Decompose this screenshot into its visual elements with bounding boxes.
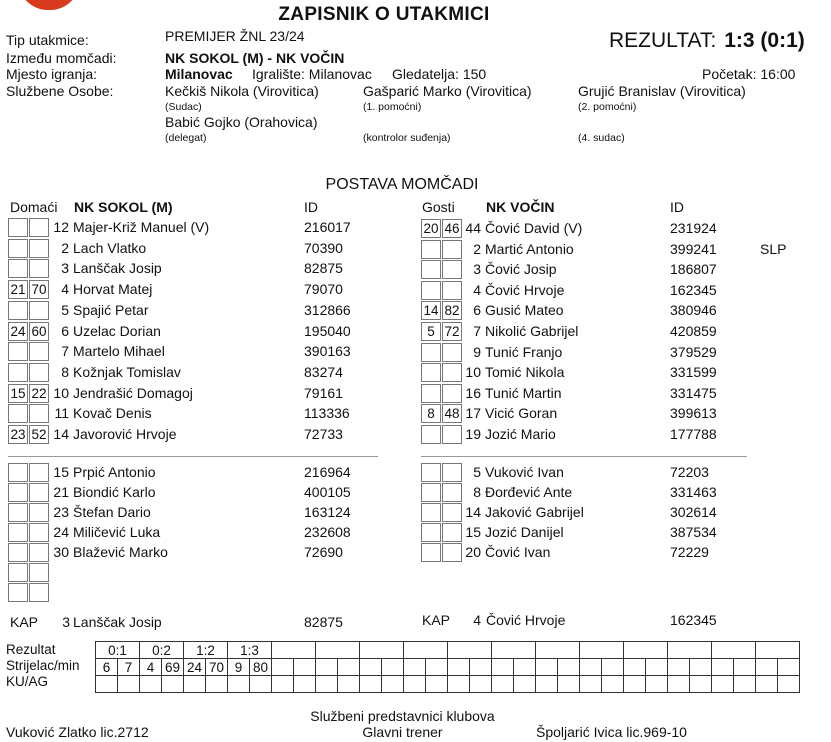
card-cell bbox=[778, 676, 800, 693]
away-captain-number: 4 bbox=[473, 612, 481, 628]
player-name: Nikolić Gabrijel bbox=[485, 323, 579, 339]
player-number: 11 bbox=[54, 405, 69, 422]
scorer-minute-cell bbox=[558, 659, 580, 676]
player-number: 4 bbox=[473, 281, 481, 298]
score-result-cell: 1:3 bbox=[228, 642, 272, 659]
player-number: 23 bbox=[53, 504, 69, 520]
start-time: Početak: 16:00 bbox=[702, 66, 796, 82]
sub-out-minute-box: 46 bbox=[442, 219, 462, 238]
sub-in-minute-box: 24 bbox=[8, 322, 28, 341]
home-captain-id: 82875 bbox=[304, 614, 343, 630]
player-name: Štefan Dario bbox=[73, 504, 151, 520]
scorer-minute-cell bbox=[712, 659, 734, 676]
sub-in-minute-box: 14 bbox=[421, 301, 441, 320]
player-number: 24 bbox=[53, 524, 69, 540]
card-cell bbox=[624, 676, 646, 693]
scorer-minute-cell bbox=[492, 659, 514, 676]
card-cell bbox=[250, 676, 272, 693]
scorer-minute-cell bbox=[514, 659, 536, 676]
player-number: 17 bbox=[465, 405, 481, 422]
sub-in-minute-box: 15 bbox=[8, 384, 28, 403]
player-id: 420859 bbox=[670, 323, 717, 339]
player-number: 30 bbox=[53, 544, 69, 560]
player-name: Čović Hrvoje bbox=[485, 281, 565, 298]
player-name: Jozić Danijel bbox=[485, 524, 564, 540]
player-name: Jaković Gabrijel bbox=[485, 504, 584, 520]
sub-in-minute-box bbox=[421, 384, 441, 403]
sub-in-minute-box bbox=[8, 463, 28, 482]
card-cell bbox=[272, 676, 294, 693]
sub-in-minute-box bbox=[421, 543, 441, 562]
score-result-cell: 1:2 bbox=[184, 642, 228, 659]
scorer-minute-cell bbox=[646, 659, 668, 676]
between-value: NK SOKOL (M) - NK VOČIN bbox=[165, 50, 345, 66]
player-number: 44 bbox=[465, 220, 481, 236]
card-cell bbox=[316, 676, 338, 693]
sub-in-minute-box bbox=[421, 343, 441, 362]
result-block bbox=[609, 29, 805, 53]
away-captain-id: 162345 bbox=[670, 612, 717, 628]
sub-in-minute-box: 8 bbox=[421, 404, 441, 423]
sub-in-minute-box bbox=[421, 425, 441, 444]
player-id: 72203 bbox=[670, 464, 709, 480]
scorer-minute-cell: 4 bbox=[140, 659, 162, 676]
player-name: Biondić Karlo bbox=[73, 484, 156, 500]
player-id: 331475 bbox=[670, 384, 717, 401]
sub-in-minute-box bbox=[8, 363, 28, 382]
card-cell bbox=[690, 676, 712, 693]
player-name: Miličević Luka bbox=[73, 524, 161, 540]
score-result-cell bbox=[712, 642, 756, 659]
officials-label: Službene Osobe: bbox=[6, 83, 114, 99]
player-id: 331463 bbox=[670, 484, 717, 500]
card-cell bbox=[492, 676, 514, 693]
sub-out-minute-box bbox=[29, 583, 49, 602]
sub-in-minute-box bbox=[8, 563, 28, 582]
sub-out-minute-box bbox=[29, 301, 49, 320]
player-name: Tomić Nikola bbox=[485, 364, 565, 381]
score-result-cell bbox=[272, 642, 316, 659]
score-result-cell: 0:2 bbox=[140, 642, 184, 659]
player-id: 72690 bbox=[304, 544, 343, 560]
player-name: Jozić Mario bbox=[485, 426, 556, 442]
player-id: 390163 bbox=[304, 343, 351, 360]
player-number: 9 bbox=[473, 343, 481, 360]
player-number: 3 bbox=[61, 260, 69, 277]
sub-in-minute-box bbox=[8, 523, 28, 542]
official-name: Kečkiš Nikola (Virovitica) bbox=[165, 83, 319, 99]
player-id: 331599 bbox=[670, 364, 717, 381]
player-name: Majer-Križ Manuel (V) bbox=[73, 219, 210, 235]
pitch: Igralište: Milanovac bbox=[252, 66, 372, 82]
score-row-label: Rezultat bbox=[6, 642, 56, 657]
player-name: Martelo Mihael bbox=[73, 343, 165, 360]
player-id: 400105 bbox=[304, 484, 351, 500]
official-role: (Sudac) bbox=[165, 101, 202, 113]
scorer-minute-cell bbox=[734, 659, 756, 676]
player-number: 6 bbox=[473, 302, 481, 319]
player-id: 380946 bbox=[670, 302, 717, 319]
result-value: 1:3 (0:1) bbox=[724, 29, 805, 52]
player-id: 387534 bbox=[670, 524, 717, 540]
player-id: 186807 bbox=[670, 261, 717, 278]
sub-out-minute-box: 60 bbox=[29, 322, 49, 341]
player-name: Kožnjak Tomislav bbox=[73, 363, 181, 380]
player-name: Lach Vlatko bbox=[73, 239, 147, 256]
sub-in-minute-box: 5 bbox=[421, 322, 441, 341]
score-row-label: KU/AG bbox=[6, 674, 49, 689]
card-cell bbox=[426, 676, 448, 693]
card-cell bbox=[162, 676, 184, 693]
page-title: ZAPISNIK O UTAKMICI bbox=[278, 4, 490, 25]
footer-coach: Glavni trener bbox=[362, 724, 443, 740]
player-name: Đorđević Ante bbox=[485, 484, 573, 500]
card-cell bbox=[536, 676, 558, 693]
away-divider bbox=[421, 456, 747, 457]
home-team-name: NK SOKOL (M) bbox=[74, 199, 173, 215]
player-id: 177788 bbox=[670, 426, 717, 442]
player-name: Prpić Antonio bbox=[73, 464, 156, 480]
player-name: Jendrašić Domagoj bbox=[73, 384, 193, 401]
player-number: 4 bbox=[61, 281, 69, 298]
card-cell bbox=[470, 676, 492, 693]
score-result-cell bbox=[668, 642, 712, 659]
player-number: 16 bbox=[465, 384, 481, 401]
card-cell bbox=[382, 676, 404, 693]
player-number: 7 bbox=[61, 343, 69, 360]
player-name: Martić Antonio bbox=[485, 240, 574, 257]
away-id-label: ID bbox=[670, 199, 684, 215]
player-number: 7 bbox=[473, 323, 481, 339]
score-result-cell: 0:1 bbox=[96, 642, 140, 659]
sub-in-minute-box bbox=[8, 583, 28, 602]
player-name: Uzelac Dorian bbox=[73, 322, 161, 339]
card-cell bbox=[558, 676, 580, 693]
score-result-cell bbox=[448, 642, 492, 659]
player-id: 79070 bbox=[304, 281, 343, 298]
player-name: Spajić Petar bbox=[73, 301, 149, 318]
scorer-minute-cell: 70 bbox=[206, 659, 228, 676]
sub-out-minute-box: 72 bbox=[442, 322, 462, 341]
player-number: 20 bbox=[465, 544, 481, 560]
player-number: 19 bbox=[465, 426, 481, 442]
sub-in-minute-box bbox=[8, 503, 28, 522]
sub-in-minute-box bbox=[421, 463, 441, 482]
scorer-minute-cell: 6 bbox=[96, 659, 118, 676]
player-number: 21 bbox=[53, 484, 69, 500]
player-id: 399613 bbox=[670, 405, 717, 422]
sub-in-minute-box bbox=[421, 523, 441, 542]
player-id: 83274 bbox=[304, 363, 343, 380]
card-cell bbox=[514, 676, 536, 693]
score-result-cell bbox=[360, 642, 404, 659]
player-id: 312866 bbox=[304, 301, 351, 318]
score-result-cell bbox=[404, 642, 448, 659]
sub-in-minute-box bbox=[8, 218, 28, 237]
player-name: Čović Josip bbox=[485, 261, 557, 278]
lineup-title: POSTAVA MOMČADI bbox=[325, 176, 479, 193]
sub-out-minute-box bbox=[29, 342, 49, 361]
score-result-cell bbox=[756, 642, 800, 659]
sub-in-minute-box: 20 bbox=[421, 219, 441, 238]
player-number: 2 bbox=[473, 240, 481, 257]
player-number: 6 bbox=[61, 322, 69, 339]
sub-in-minute-box bbox=[421, 363, 441, 382]
card-cell bbox=[448, 676, 470, 693]
scorer-minute-cell bbox=[624, 659, 646, 676]
official-role: (kontrolor suđenja) bbox=[363, 132, 451, 144]
away-captain-name: Čović Hrvoje bbox=[486, 612, 566, 628]
player-number: 14 bbox=[53, 426, 69, 442]
score-result-cell bbox=[580, 642, 624, 659]
sub-out-minute-box bbox=[29, 218, 49, 237]
player-id: 399241 bbox=[670, 240, 717, 257]
away-side-label: Gosti bbox=[422, 199, 455, 215]
scorer-minute-cell bbox=[470, 659, 492, 676]
player-name: Vuković Ivan bbox=[485, 464, 564, 480]
player-number: 15 bbox=[53, 464, 69, 480]
official-role: (2. pomoćni) bbox=[578, 101, 637, 113]
player-id: 302614 bbox=[670, 504, 717, 520]
card-cell bbox=[734, 676, 756, 693]
player-name: Horvat Matej bbox=[73, 281, 153, 298]
scorer-minute-cell: 24 bbox=[184, 659, 206, 676]
footer-reps: Službeni predstavnici klubova bbox=[310, 708, 495, 724]
sub-in-minute-box bbox=[421, 260, 441, 279]
score-table bbox=[95, 641, 800, 693]
sub-out-minute-box bbox=[29, 363, 49, 382]
footer-home-coach: Vuković Zlatko lic.2712 bbox=[6, 724, 149, 740]
score-row-label: Strijelac/min bbox=[6, 658, 80, 673]
sub-out-minute-box bbox=[29, 463, 49, 482]
scorer-minute-cell bbox=[580, 659, 602, 676]
home-divider bbox=[8, 456, 378, 457]
result-label: REZULTAT: bbox=[609, 29, 717, 52]
player-name: Kovač Denis bbox=[73, 405, 152, 422]
away-team-name: NK VOČIN bbox=[486, 199, 555, 215]
player-number: 5 bbox=[473, 464, 481, 480]
scorer-minute-cell bbox=[316, 659, 338, 676]
player-id: 216017 bbox=[304, 219, 351, 235]
player-note: SLP bbox=[760, 240, 787, 257]
player-name: Javorović Hrvoje bbox=[73, 426, 177, 442]
sub-out-minute-box: 70 bbox=[29, 280, 49, 299]
player-number: 5 bbox=[61, 301, 69, 318]
home-captain-name: Lanščak Josip bbox=[73, 614, 162, 630]
player-number: 8 bbox=[473, 484, 481, 500]
sub-in-minute-box bbox=[421, 503, 441, 522]
card-cell bbox=[712, 676, 734, 693]
sub-in-minute-box bbox=[8, 259, 28, 278]
player-id: 72733 bbox=[304, 426, 343, 442]
sub-out-minute-box bbox=[29, 543, 49, 562]
player-number: 2 bbox=[61, 239, 69, 256]
score-result-cell bbox=[624, 642, 668, 659]
card-cell bbox=[140, 676, 162, 693]
sub-out-minute-box bbox=[29, 483, 49, 502]
official-role: (delegat) bbox=[165, 132, 207, 144]
scorer-minute-cell bbox=[536, 659, 558, 676]
sub-out-minute-box: 52 bbox=[29, 425, 49, 444]
scorer-minute-cell bbox=[602, 659, 624, 676]
player-name: Tunić Franjo bbox=[485, 343, 563, 360]
player-number: 10 bbox=[465, 364, 481, 381]
scorer-minute-cell bbox=[338, 659, 360, 676]
sub-in-minute-box bbox=[8, 543, 28, 562]
sub-in-minute-box: 23 bbox=[8, 425, 28, 444]
player-id: 379529 bbox=[670, 343, 717, 360]
card-cell bbox=[360, 676, 382, 693]
player-number: 15 bbox=[465, 524, 481, 540]
player-id: 70390 bbox=[304, 239, 343, 256]
official-name: Grujić Branislav (Virovitica) bbox=[578, 83, 746, 99]
sub-out-minute-box bbox=[29, 404, 49, 423]
sub-in-minute-box bbox=[421, 281, 441, 300]
spectators: Gledatelja: 150 bbox=[392, 66, 487, 82]
scorer-minute-cell: 9 bbox=[228, 659, 250, 676]
card-cell bbox=[184, 676, 206, 693]
sub-in-minute-box bbox=[8, 404, 28, 423]
card-cell bbox=[96, 676, 118, 693]
sub-in-minute-box bbox=[421, 240, 441, 259]
card-cell bbox=[580, 676, 602, 693]
sub-in-minute-box bbox=[8, 342, 28, 361]
player-id: 232608 bbox=[304, 524, 351, 540]
card-cell bbox=[338, 676, 360, 693]
card-cell bbox=[228, 676, 250, 693]
player-id: 72229 bbox=[670, 544, 709, 560]
sub-out-minute-box: 48 bbox=[442, 404, 462, 423]
player-name: Blažević Marko bbox=[73, 544, 168, 560]
home-captain-number: 3 bbox=[62, 614, 70, 630]
sub-out-minute-box: 22 bbox=[29, 384, 49, 403]
score-result-cell bbox=[492, 642, 536, 659]
between-label: Između momčadi: bbox=[6, 50, 117, 66]
card-cell bbox=[206, 676, 228, 693]
official-role: (1. pomoćni) bbox=[363, 101, 422, 113]
sub-out-minute-box: 82 bbox=[442, 301, 462, 320]
scorer-minute-cell bbox=[778, 659, 800, 676]
score-result-cell bbox=[316, 642, 360, 659]
match-type-label: Tip utakmice: bbox=[6, 32, 89, 48]
player-number: 12 bbox=[53, 219, 69, 235]
score-result-cell bbox=[536, 642, 580, 659]
venue-label: Mjesto igranja: bbox=[6, 66, 98, 82]
player-number: 10 bbox=[53, 384, 69, 401]
scorer-minute-cell: 7 bbox=[118, 659, 140, 676]
player-number: 3 bbox=[473, 261, 481, 278]
sub-out-minute-box bbox=[29, 523, 49, 542]
player-name: Čović Ivan bbox=[485, 544, 551, 560]
scorer-minute-cell: 80 bbox=[250, 659, 272, 676]
scorer-minute-cell bbox=[756, 659, 778, 676]
player-name: Čović David (V) bbox=[485, 220, 583, 236]
sub-in-minute-box: 21 bbox=[8, 280, 28, 299]
official-name: Gašparić Marko (Virovitica) bbox=[363, 83, 532, 99]
card-cell bbox=[602, 676, 624, 693]
card-cell bbox=[646, 676, 668, 693]
sub-in-minute-box bbox=[8, 483, 28, 502]
player-id: 162345 bbox=[670, 281, 717, 298]
home-side-label: Domaći bbox=[10, 199, 58, 215]
sub-out-minute-box bbox=[29, 563, 49, 582]
official-name: Babić Gojko (Orahovica) bbox=[165, 114, 318, 130]
player-name: Vicić Goran bbox=[485, 405, 558, 422]
card-cell bbox=[118, 676, 140, 693]
card-cell bbox=[756, 676, 778, 693]
player-id: 231924 bbox=[670, 220, 717, 236]
card-cell bbox=[404, 676, 426, 693]
scorer-minute-cell bbox=[668, 659, 690, 676]
match-type-value: PREMIJER ŽNL 23/24 bbox=[165, 28, 305, 44]
player-id: 195040 bbox=[304, 322, 351, 339]
player-name: Lanščak Josip bbox=[73, 260, 162, 277]
scorer-minute-cell bbox=[404, 659, 426, 676]
player-number: 14 bbox=[465, 504, 481, 520]
sub-in-minute-box bbox=[8, 239, 28, 258]
home-captain-label: KAP bbox=[10, 614, 39, 630]
player-id: 216964 bbox=[304, 464, 351, 480]
sub-in-minute-box bbox=[421, 483, 441, 502]
scorer-minute-cell bbox=[272, 659, 294, 676]
sub-out-minute-box bbox=[29, 259, 49, 278]
player-name: Gusić Mateo bbox=[485, 302, 564, 319]
venue-value: Milanovac bbox=[165, 66, 233, 82]
scorer-minute-cell bbox=[294, 659, 316, 676]
sub-out-minute-box bbox=[29, 239, 49, 258]
scorer-minute-cell bbox=[448, 659, 470, 676]
player-id: 163124 bbox=[304, 504, 351, 520]
scorer-minute-cell bbox=[360, 659, 382, 676]
player-id: 79161 bbox=[304, 384, 343, 401]
scorer-minute-cell bbox=[690, 659, 712, 676]
player-name: Tunić Martin bbox=[485, 384, 562, 401]
scorer-minute-cell: 69 bbox=[162, 659, 184, 676]
away-captain-label: KAP bbox=[422, 612, 451, 628]
home-id-label: ID bbox=[304, 199, 318, 215]
scorer-minute-cell bbox=[382, 659, 404, 676]
footer-away-coach: Špoljarić Ivica lic.969-10 bbox=[536, 724, 687, 740]
player-id: 113336 bbox=[304, 405, 350, 422]
card-cell bbox=[668, 676, 690, 693]
sub-in-minute-box bbox=[8, 301, 28, 320]
sub-out-minute-box bbox=[29, 503, 49, 522]
player-id: 82875 bbox=[304, 260, 343, 277]
scorer-minute-cell bbox=[426, 659, 448, 676]
card-cell bbox=[294, 676, 316, 693]
official-role: (4. sudac) bbox=[578, 132, 625, 144]
player-number: 8 bbox=[61, 363, 69, 380]
